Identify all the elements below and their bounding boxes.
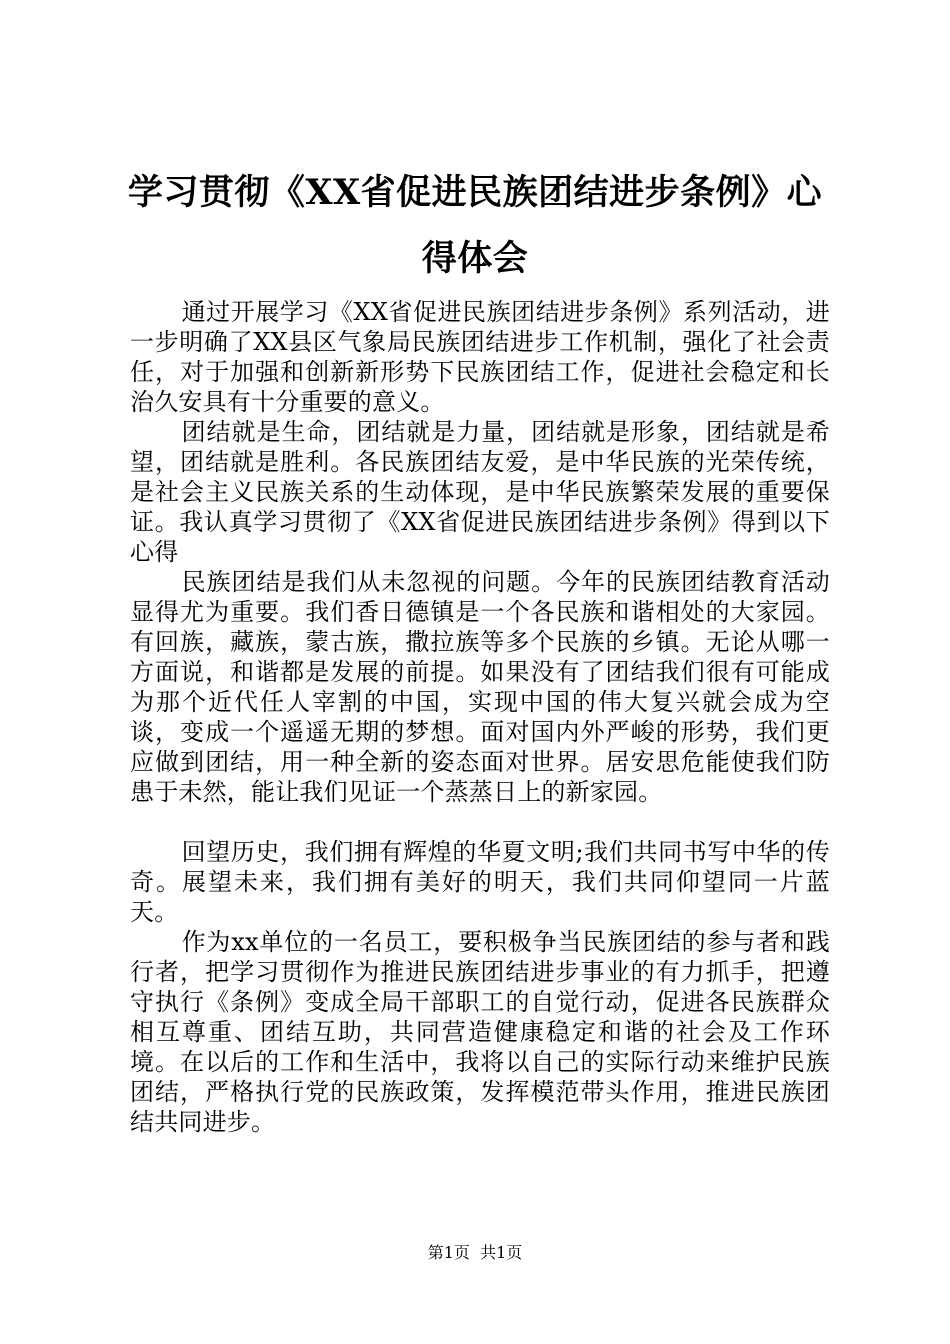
page-footer: 第1页 共1页 [427,1243,523,1262]
paragraph-3: 民族团结是我们从未忽视的问题。今年的民族团结教育活动显得尤为重要。我们香日德镇是一个各民族和谐相处的大家园。有回族，藏族，蒙古族，撒拉族等多个民族的乡镇。无论从哪一方面说，和谐都是发展的前提。如果没有了团结我们很有可能成为那个近代任人宰割的中国，实现中国的伟大复兴就会成为空谈，变成一个遥遥无期的梦想。面对国内外严峻的形势，我们更应做到团结，用一种全新的姿态面对世界。居安思危能使我们防患于未然，能让我们见证一个蒸蒸日上的新家园。 [130,568,830,806]
document-body [130,297,830,1137]
paragraph-spacer [130,807,830,837]
paragraph-2: 团结就是生命，团结就是力量，团结就是形象，团结就是希望，团结就是胜利。各民族团结友爱，是中华民族的光荣传统，是社会主义民族关系的生动体现，是中华民族繁荣发展的重要保证。我认真学习贯彻了《XX省促进民族团结进步条例》得到以下心得 [130,418,830,566]
paragraph-1: 通过开展学习《XX省促进民族团结进步条例》系列活动，进一步明确了XX县区气象局民族团结进步工作机制，强化了社会责任，对于加强和创新新形势下民族团结工作，促进社会稳定和长治久安具有十分重要的意义。 [130,298,830,416]
paragraph-4: 回望历史，我们拥有辉煌的华夏文明;我们共同书写中华的传奇。展望未来，我们拥有美好的明天，我们共同仰望同一片蓝天。 [130,838,830,926]
document-title: 学习贯彻《XX省促进民族团结进步条例》心得体会 [127,172,823,279]
paragraph-5: 作为xx单位的一名员工，要积极争当民族团结的参与者和践行者，把学习贯彻作为推进民族团结进步事业的有力抓手，把遵守执行《条例》变成全局干部职工的自觉行动，促进各民族群众相互尊重、团结互助，共同营造健康稳定和谐的社会及工作环境。在以后的工作和生活中，我将以自己的实际行动来维护民族团结，严格执行党的民族政策，发挥模范带头作用，推进民族团结共同进步。 [130,928,830,1136]
